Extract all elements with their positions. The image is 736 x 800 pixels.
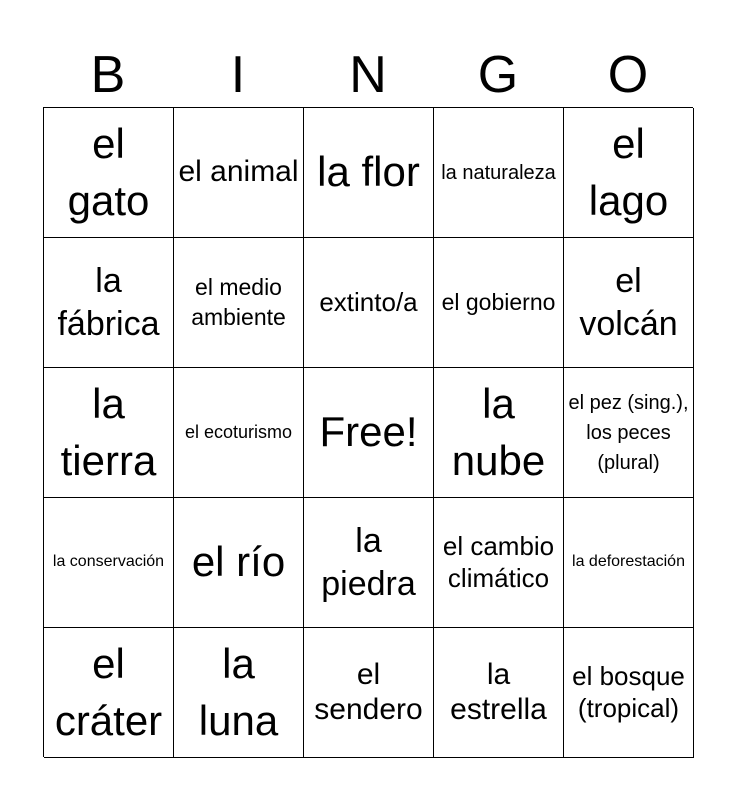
bingo-cell[interactable]: el gato [44,108,174,238]
bingo-cell[interactable]: el ecoturismo [174,368,304,498]
header-letter-b: B [90,46,126,104]
bingo-cell[interactable]: la luna [174,628,304,758]
bingo-cell[interactable]: el medio ambiente [174,238,304,368]
bingo-cell[interactable]: el animal [174,108,304,238]
bingo-cell[interactable]: el gobierno [434,238,564,368]
bingo-cell[interactable]: extinto/a [304,238,434,368]
bingo-cell[interactable]: la estrella [434,628,564,758]
bingo-cell[interactable]: la fábrica [44,238,174,368]
bingo-cell[interactable]: el bosque (tropical) [564,628,694,758]
header-letter-o: O [607,46,649,104]
header-letter-n: N [349,46,387,104]
bingo-cell[interactable]: el sendero [304,628,434,758]
bingo-cell[interactable]: el pez (sing.), los peces (plural) [564,368,694,498]
bingo-cell[interactable]: el lago [564,108,694,238]
free-space-cell[interactable]: Free! [304,368,434,498]
bingo-board [43,107,693,757]
header-letter-i: I [230,46,246,104]
bingo-cell[interactable]: la tierra [44,368,174,498]
bingo-cell[interactable]: la nube [434,368,564,498]
bingo-cell[interactable]: el cráter [44,628,174,758]
bingo-cell[interactable]: el volcán [564,238,694,368]
bingo-cell[interactable]: la piedra [304,498,434,628]
bingo-cell[interactable]: la deforestación [564,498,694,628]
bingo-header [43,42,693,108]
bingo-cell[interactable]: la flor [304,108,434,238]
bingo-cell[interactable]: la conservación [44,498,174,628]
bingo-cell[interactable]: la naturaleza [434,108,564,238]
bingo-cell[interactable]: el río [174,498,304,628]
bingo-cell[interactable]: el cambio climático [434,498,564,628]
header-letter-g: G [477,46,519,104]
